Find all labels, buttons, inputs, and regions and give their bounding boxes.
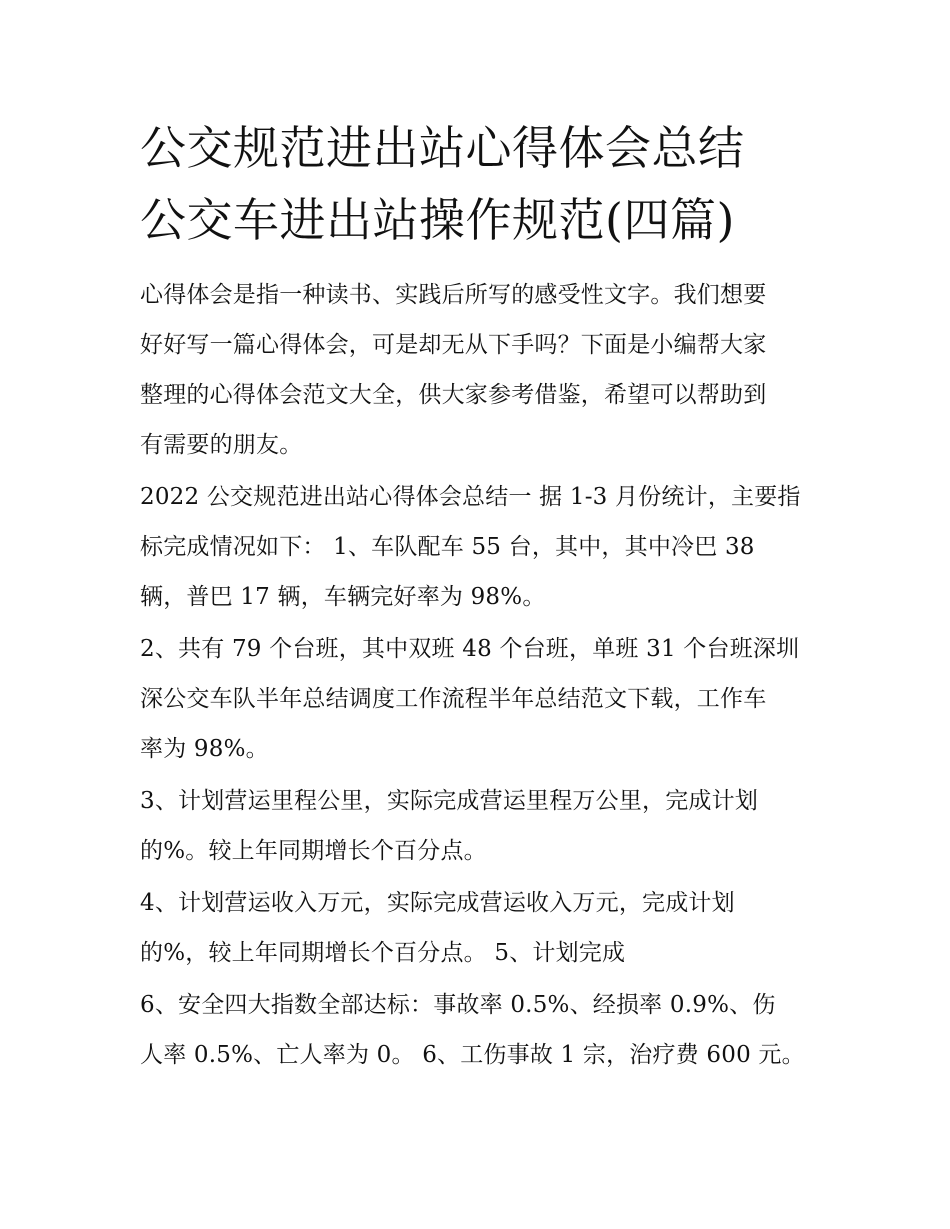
text-line: 3、计划营运里程公里，实际完成营运里程万公里，完成计划 (140, 788, 759, 814)
text-line: 人率 0.5%、亡人率为 0。 6、工伤事故 1 宗，治疗费 600 元。 (140, 1042, 805, 1068)
title-line: 公交车进出站操作规范(四篇) (140, 193, 735, 247)
summary-paragraph-2 (140, 624, 820, 774)
summary-paragraph-5 (140, 980, 820, 1080)
title-line: 公交规范进出站心得体会总结 (140, 121, 745, 175)
text-line: 2022 公交规范进出站心得体会总结一 据 1-3 月份统计，主要指 (140, 484, 801, 510)
summary-paragraph-1 (140, 472, 820, 622)
text-line: 6、安全四大指数全部达标：事故率 0.5%、经损率 0.9%、伤 (140, 992, 776, 1018)
text-line: 4、计划营运收入万元，实际完成营运收入万元，完成计划 (140, 890, 735, 916)
document-title (140, 112, 820, 256)
text-line: 深公交车队半年总结调度工作流程半年总结范文下载，工作车 (140, 686, 767, 712)
summary-paragraph-4 (140, 878, 820, 978)
summary-paragraph-3 (140, 776, 820, 876)
paragraphs (140, 270, 820, 1080)
text-line: 率为 98%。 (140, 736, 269, 762)
text-line: 2、共有 79 个台班，其中双班 48 个台班，单班 31 个台班深圳 (140, 636, 800, 662)
text-line: 辆，普巴 17 辆，车辆完好率为 98%。 (140, 584, 546, 610)
text-line: 有需要的朋友。 (140, 432, 303, 458)
intro-paragraph (140, 270, 820, 470)
text-line: 心得体会是指一种读书、实践后所写的感受性文字。我们想要 (140, 282, 767, 308)
document-body (140, 112, 820, 1082)
text-line: 的%。较上年同期增长个百分点。 (140, 838, 487, 864)
text-line: 整理的心得体会范文大全，供大家参考借鉴，希望可以帮助到 (140, 382, 767, 408)
text-line: 的%，较上年同期增长个百分点。 5、计划完成 (140, 940, 626, 966)
text-line: 标完成情况如下： 1、车队配车 55 台，其中，其中冷巴 38 (140, 534, 755, 560)
text-line: 好好写一篇心得体会，可是却无从下手吗？下面是小编帮大家 (140, 332, 767, 358)
